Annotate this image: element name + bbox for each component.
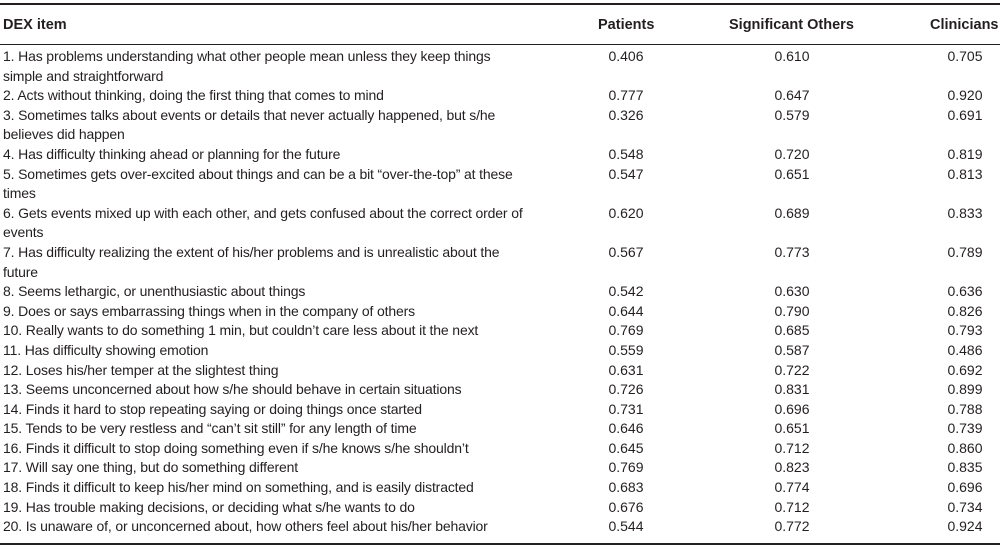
patients-value: 0.547: [608, 165, 644, 182]
clinicians-value: 0.835: [947, 459, 983, 476]
significant-others-value: 0.630: [774, 283, 810, 300]
clinicians-value: 0.739: [947, 420, 983, 437]
clinicians-value: 0.819: [947, 145, 983, 162]
patients-value: 0.631: [608, 361, 644, 378]
table-row: [0, 86, 1000, 106]
table-row: [0, 47, 1000, 86]
clinicians-value: 0.636: [947, 283, 983, 300]
clinicians-value: 0.813: [947, 165, 983, 182]
dex-item-text: 9. Does or says embarrassing things when in the company of others: [3, 302, 416, 319]
patients-value: 0.548: [608, 145, 644, 162]
patients-value: 0.406: [608, 48, 644, 64]
dex-item-text: 6. Gets events mixed up with each other, and gets confused about the correct order of events: [3, 204, 523, 241]
patients-value: 0.726: [608, 381, 644, 398]
patients-value: 0.544: [608, 518, 644, 535]
table-row: [0, 419, 1000, 439]
clinicians-value: 0.924: [947, 518, 983, 535]
dex-item-text: 19. Has trouble making decisions, or deciding what s/he wants to do: [3, 498, 415, 515]
clinicians-value: 0.692: [947, 361, 983, 378]
header-patients: Patients: [598, 17, 655, 33]
table-row: [0, 498, 1000, 518]
clinicians-value: 0.788: [947, 400, 983, 417]
clinicians-value: 0.826: [947, 302, 983, 319]
table-header-rule: [0, 44, 1000, 45]
clinicians-value: 0.696: [947, 479, 983, 496]
clinicians-value: 0.920: [947, 87, 983, 104]
patients-value: 0.644: [608, 302, 644, 319]
table-row: [0, 106, 1000, 145]
patients-value: 0.777: [608, 87, 644, 104]
significant-others-value: 0.587: [774, 341, 810, 358]
clinicians-value: 0.734: [947, 498, 983, 515]
dex-item-text: 15. Tends to be very restless and “can’t sit still” for any length of time: [3, 420, 417, 437]
table-row: [0, 145, 1000, 165]
clinicians-value: 0.486: [947, 341, 983, 358]
table-header: [0, 4, 1000, 44]
table-row: [0, 458, 1000, 478]
significant-others-value: 0.651: [774, 420, 810, 437]
dex-item-text: 10. Really wants to do something 1 min, but couldn’t care less about it the next: [3, 322, 479, 339]
header-significant-others: Significant Others: [729, 17, 854, 33]
dex-item-text: 7. Has difficulty realizing the extent of his/her problems and is unrealistic about the future: [3, 243, 500, 280]
significant-others-value: 0.712: [774, 498, 810, 515]
clinicians-value: 0.705: [947, 48, 983, 64]
significant-others-value: 0.685: [774, 322, 810, 339]
header-dex-item: DEX item: [3, 17, 67, 33]
significant-others-value: 0.773: [774, 243, 810, 260]
patients-value: 0.731: [608, 400, 644, 417]
clinicians-value: 0.789: [947, 243, 983, 260]
dex-item-text: 4. Has difficulty thinking ahead or planning for the future: [3, 145, 341, 162]
patients-value: 0.683: [608, 479, 644, 496]
clinicians-value: 0.691: [947, 106, 983, 123]
dex-item-text: 18. Finds it difficult to keep his/her mind on something, and is easily distracted: [3, 479, 474, 496]
clinicians-value: 0.860: [947, 439, 983, 456]
patients-value: 0.676: [608, 498, 644, 515]
significant-others-value: 0.579: [774, 106, 810, 123]
dex-item-text: 1. Has problems understanding what other people mean unless they keep things simple and straightforward: [3, 48, 491, 84]
patients-value: 0.542: [608, 283, 644, 300]
table-row: [0, 321, 1000, 341]
patients-value: 0.646: [608, 420, 644, 437]
table-row: [0, 361, 1000, 381]
dex-item-text: 12. Loses his/her temper at the slightest thing: [3, 361, 279, 378]
significant-others-value: 0.647: [774, 87, 810, 104]
clinicians-value: 0.899: [947, 381, 983, 398]
table-row: [0, 400, 1000, 420]
patients-value: 0.645: [608, 439, 644, 456]
dex-item-text: 14. Finds it hard to stop repeating saying or doing things once started: [3, 400, 422, 417]
clinicians-value: 0.793: [947, 322, 983, 339]
dex-item-text: 16. Finds it difficult to stop doing something even if s/he knows s/he shouldn’t: [3, 439, 469, 456]
patients-value: 0.769: [608, 459, 644, 476]
table-row: [0, 165, 1000, 204]
patients-value: 0.769: [608, 322, 644, 339]
header-clinicians: Clinicians: [930, 17, 999, 33]
significant-others-value: 0.823: [774, 459, 810, 476]
dex-item-text: 8. Seems lethargic, or unenthusiastic about things: [3, 283, 306, 300]
significant-others-value: 0.651: [774, 165, 810, 182]
patients-value: 0.326: [608, 106, 644, 123]
significant-others-value: 0.689: [774, 204, 810, 221]
dex-item-text: 3. Sometimes talks about events or details that never actually happened, but s/he believes did happen: [3, 106, 496, 143]
patients-value: 0.567: [608, 243, 644, 260]
dex-item-text: 13. Seems unconcerned about how s/he should behave in certain situations: [3, 381, 462, 398]
significant-others-value: 0.720: [774, 145, 810, 162]
significant-others-value: 0.610: [774, 48, 810, 64]
significant-others-value: 0.790: [774, 302, 810, 319]
table-row: [0, 302, 1000, 322]
significant-others-value: 0.774: [774, 479, 810, 496]
dex-item-text: 11. Has difficulty showing emotion: [3, 341, 209, 358]
table-body: [0, 47, 1000, 537]
dex-item-text: 20. Is unaware of, or unconcerned about, how others feel about his/her behavior: [3, 518, 488, 535]
significant-others-value: 0.696: [774, 400, 810, 417]
table-row: [0, 439, 1000, 459]
significant-others-value: 0.712: [774, 439, 810, 456]
significant-others-value: 0.722: [774, 361, 810, 378]
table-row: [0, 243, 1000, 282]
significant-others-value: 0.772: [774, 518, 810, 535]
table-row: [0, 478, 1000, 498]
clinicians-value: 0.833: [947, 204, 983, 221]
dex-item-text: 17. Will say one thing, but do something different: [3, 459, 298, 476]
patients-value: 0.620: [608, 204, 644, 221]
dex-item-text: 2. Acts without thinking, doing the first thing that comes to mind: [3, 87, 384, 104]
table-row: [0, 517, 1000, 537]
table-bottom-rule: [0, 543, 1000, 545]
table-row: [0, 282, 1000, 302]
table-row: [0, 380, 1000, 400]
dex-item-text: 5. Sometimes gets over-excited about things and can be a bit “over-the-top” at these times: [3, 165, 513, 202]
table-row: [0, 341, 1000, 361]
significant-others-value: 0.831: [774, 381, 810, 398]
patients-value: 0.559: [608, 341, 644, 358]
table-row: [0, 204, 1000, 243]
